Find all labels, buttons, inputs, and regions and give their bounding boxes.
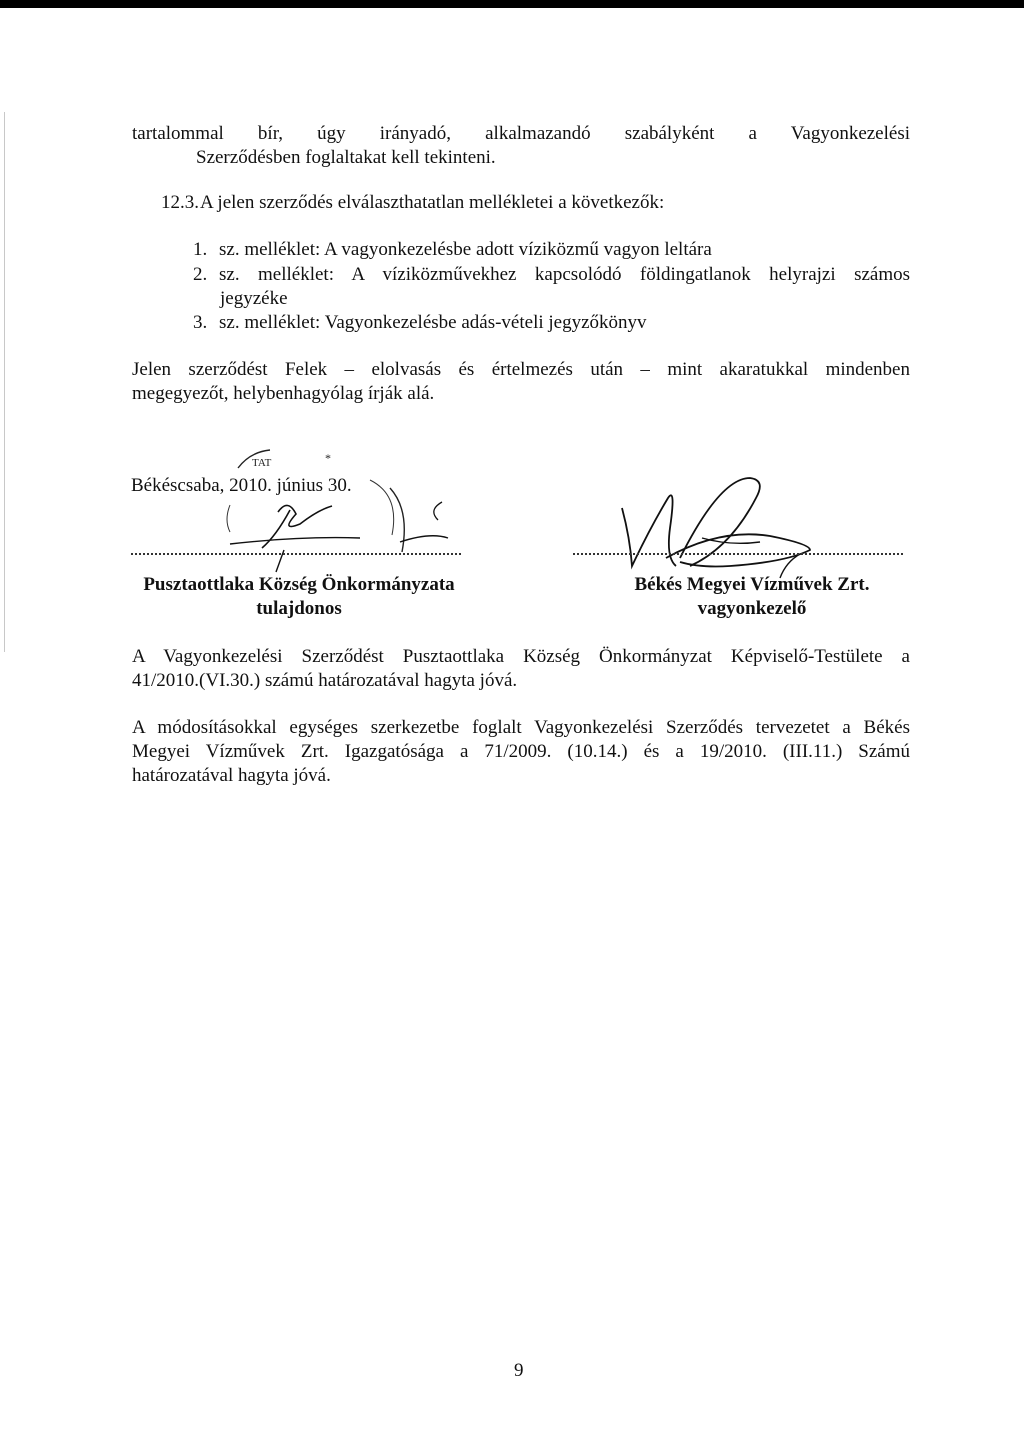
annex-item-1 bbox=[193, 238, 712, 262]
section-number: 12.3. bbox=[161, 192, 199, 213]
approval-1-line-1: A Vagyonkezelési Szerződést Pusztaottlaka Község Önkormányzat Képviselő-Testülete a bbox=[132, 646, 910, 667]
annex-item-3 bbox=[193, 311, 647, 335]
annex-text: sz. melléklet: Vagyonkezelésbe adás-vételi jegyzőkönyv bbox=[219, 312, 647, 333]
signature-right bbox=[610, 458, 840, 588]
svg-text:TAT: TAT bbox=[252, 457, 272, 469]
annex-item-2-continuation: jegyzéke bbox=[220, 288, 288, 309]
annex-text: sz. melléklet: A víziközművekhez kapcsolódó földingatlanok helyrajzi számos bbox=[219, 264, 910, 285]
left-party-role: tulajdonos bbox=[256, 598, 342, 619]
annex-item-2 bbox=[193, 263, 910, 287]
closing-line-2: megegyezőt, helybenhagyólag írják alá. bbox=[132, 383, 435, 404]
annex-number: 2. bbox=[193, 264, 208, 285]
page-number: 9 bbox=[514, 1360, 524, 1381]
signature-line-left bbox=[131, 552, 461, 555]
annex-number: 1. bbox=[193, 239, 208, 260]
approval-2-line-1: A módosításokkal egységes szerkezetbe foglalt Vagyonkezelési Szerződés tervezetet a Békés bbox=[132, 717, 910, 738]
closing-line-1: Jelen szerződést Felek – elolvasás és értelmezés után – mint akaratukkal mindenben bbox=[132, 359, 910, 380]
right-party-name: Békés Megyei Vízművek Zrt. bbox=[634, 574, 870, 595]
approval-1-line-2: 41/2010.(VI.30.) számú határozatával hagyta jóvá. bbox=[132, 670, 518, 691]
annex-number: 3. bbox=[193, 312, 208, 333]
left-party-name: Pusztaottlaka Község Önkormányzata bbox=[143, 574, 455, 595]
approval-2-line-2: Megyei Vízművek Zrt. Igazgatósága a 71/2009. (10.14.) és a 19/2010. (III.11.) Számú bbox=[132, 741, 910, 762]
scan-left-edge bbox=[4, 112, 5, 652]
section-text: A jelen szerződés elválaszthatatlan mellékletei a következők: bbox=[200, 192, 665, 213]
annex-text: sz. melléklet: A vagyonkezelésbe adott víziközmű vagyon leltára bbox=[219, 239, 712, 260]
signature-line-right bbox=[573, 552, 903, 555]
svg-text:*: * bbox=[325, 451, 331, 465]
seal-stamp-and-signature-left bbox=[200, 440, 490, 580]
continuation-line-2: Szerződésben foglaltakat kell tekinteni. bbox=[196, 147, 496, 168]
approval-2-line-3: határozatával hagyta jóvá. bbox=[132, 765, 331, 786]
place-date: Békéscsaba, 2010. június 30. bbox=[131, 475, 352, 496]
scan-top-edge bbox=[0, 0, 1024, 8]
continuation-line-1: tartalommal bír, úgy irányadó, alkalmazandó szabályként a Vagyonkezelési bbox=[132, 123, 910, 144]
right-party-role: vagyonkezelő bbox=[697, 598, 807, 619]
